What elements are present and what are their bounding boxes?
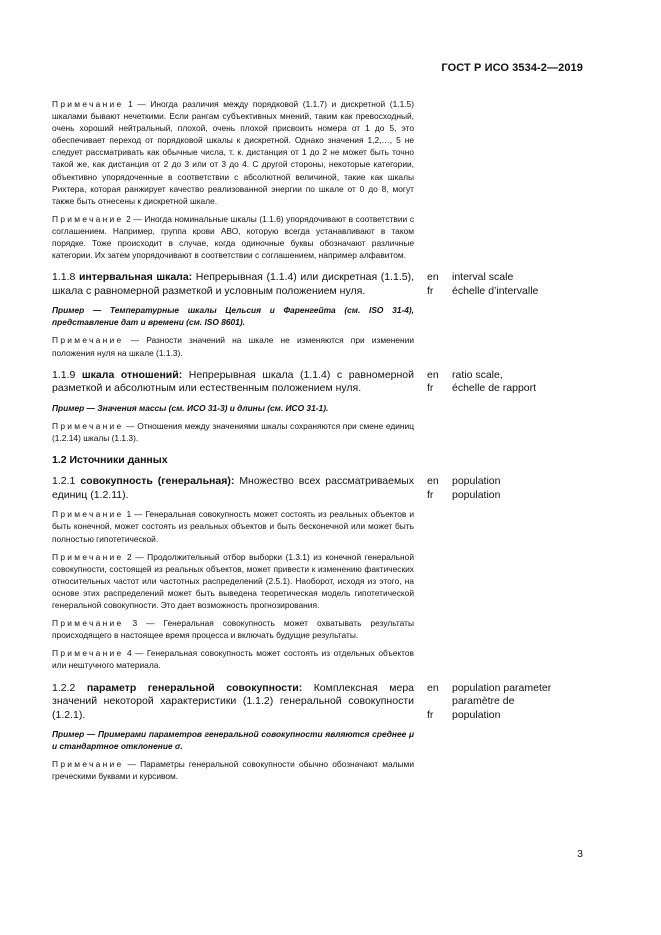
translation-en: population <box>452 475 501 488</box>
note-text: 2 — Продолжительный отбор выборки (1.3.1) из конечной генеральной совокупности, состоящей из реальных объектов, может привести к изменению фактических относительных частот или частотных распределений (2.5.1). Наоборот, исходя из этого, на основе этих распределений может быть выведена теоретическая модель гипотетической генеральной совокупности. Это дает возможность прогнозирования. <box>52 551 415 611</box>
lang-codes <box>427 682 447 789</box>
lang-en: en <box>427 681 439 694</box>
lang-codes <box>427 369 447 450</box>
term-text: Непрерывная шкала (1.1.4) с равномерной разметкой и абсолютным или естественным положением нуля. <box>52 368 415 395</box>
note-2 <box>52 213 414 261</box>
term-example: Пример — Температурные шкалы Цельсия и Фаренгейта (см. ISO 31-4), представление дат и времени (см. ISO 8601). <box>52 305 414 328</box>
term-note-2 <box>52 551 414 611</box>
translations <box>452 271 612 364</box>
term-number: 1.1.8 <box>52 271 76 284</box>
term-name: совокупность (генеральная): <box>80 475 235 488</box>
term-text: Множество всех рассматриваемых единиц (1.2.11). <box>52 475 414 501</box>
note-label: Примечание <box>52 551 124 562</box>
term-definition <box>52 271 414 298</box>
note-label: Примечание <box>52 648 124 659</box>
lang-fr: fr <box>427 488 434 501</box>
term-definition <box>52 369 414 396</box>
translations <box>452 682 612 789</box>
note-label: Примечание <box>52 99 124 109</box>
term-note <box>52 420 414 444</box>
term-entry-1-1-8 <box>52 271 612 364</box>
term-name: параметр генеральной совокупности: <box>86 681 303 694</box>
translation-fr-line-1: paramètre de <box>452 695 515 707</box>
translation-fr: population <box>452 488 501 501</box>
content-body <box>52 98 612 788</box>
note-text: 2 — Иногда номинальные шкалы (1.1.6) упорядочивают в соответствии с соглашением. Например, группа крови АВО, которую всегда устанавливают в таком порядке. Тоже происходит в случае, когда одиночные буквы обозначают различные категории. Их затем упорядочивают в соответствии с соглашением, например алфавитом. <box>52 213 415 261</box>
translation-fr: échelle d’intervalle <box>452 284 539 297</box>
lang-fr: fr <box>427 708 434 721</box>
translations <box>452 475 612 677</box>
lang-codes <box>427 271 447 364</box>
term-note <box>52 758 414 782</box>
lang-fr: fr <box>427 284 434 297</box>
translation-fr-line-2: population <box>452 708 501 721</box>
translation-fr: échelle de rapport <box>452 382 537 395</box>
term-note-3 <box>52 617 414 641</box>
lang-fr: fr <box>427 382 434 395</box>
note-text: 1 — Иногда различия между порядковой (1.1.7) и дискретной (1.1.5) шкалами бывают нечеткими. Если рангам субъективных мнений, таким как превосходный, очень хороший нейтральный, плохой, очень плохой присвоить номера от 1 до 5, это обеспечивает переход от порядковой шкалы к дискретной. Однако значения 1,2,…, 5 не следует рассматривать как обычные числа, т. к. дистанция от 1 до 2 не может быть точно такой же, как дистанция от 2 до 3 или от 3 до 4. С другой стороны, некоторые категории, объективно упорядоченные в соответствии с абсолютной величиной, такие как шкалы Рихтера, которая ранжирует качество реализованной энергии по шкале от 0 до 8, могут также быть отнесены к дискретной шкале. <box>52 99 414 206</box>
note-label: Примечание <box>52 335 124 346</box>
lang-en: en <box>427 368 439 381</box>
term-example: Пример — Примерами параметров генеральной совокупности являются среднее μ и стандартное отклонение σ. <box>52 729 414 752</box>
note-label: Примечание <box>52 509 124 520</box>
note-label: Примечание <box>52 618 124 629</box>
note-text: 4 — Генеральная совокупность может состоять из отдельных объектов или нештучного материала. <box>52 648 415 671</box>
note-label: Примечание <box>52 420 124 431</box>
translations <box>452 369 612 450</box>
term-definition <box>52 682 414 723</box>
standard-header: ГОСТ Р ИСО 3534-2—2019 <box>441 62 583 74</box>
note-text: 1 — Генеральная совокупность может состоять из реальных объектов и быть конечной, может состоять из реальных объектов и быть бесконечной или может быть полностью гипотетической. <box>52 509 415 544</box>
term-number: 1.2.2 <box>52 681 76 694</box>
translation-en: ratio scale, <box>452 368 503 381</box>
term-definition <box>52 475 414 502</box>
term-entry-1-2-2 <box>52 682 612 789</box>
term-text: Непрерывная (1.1.4) или дискретная (1.1.5), шкала с равномерной разметкой и условным положением нуля. <box>52 271 414 297</box>
term-name: интервальная шкала: <box>78 271 193 284</box>
note-text: — Отношения между значениями шкалы сохраняются при смене единиц (1.2.14) шкалы (1.1.3). <box>52 420 415 443</box>
note-1 <box>52 98 414 207</box>
lang-en: en <box>427 271 439 284</box>
term-example: Пример — Значения массы (см. ИСО 31-3) и длины (см. ИСО 31-1). <box>52 402 329 413</box>
section-heading: 1.2 Источники данных <box>52 453 168 466</box>
note-text: — Параметры генеральной совокупности обычно обозначают малыми греческими буквами и курсивом. <box>52 759 414 782</box>
term-entry-1-1-9 <box>52 369 612 450</box>
term-text: Комплексная мера значений некоторой характеристики (1.1.2) генеральной совокупности (1.2.1). <box>52 681 415 721</box>
term-note-1 <box>52 508 414 544</box>
term-note-4 <box>52 647 414 671</box>
note-text: 3 — Генеральная совокупность может охватывать результаты происходящего в настоящее время процесса и включать будущие результаты. <box>52 618 415 641</box>
lang-codes <box>427 475 447 677</box>
translation-en: population parameter <box>452 681 552 694</box>
note-label: Примечание <box>52 759 124 770</box>
term-entry-1-2-1 <box>52 475 612 677</box>
page-number: 3 <box>577 848 583 860</box>
term-name: шкала отношений: <box>81 368 183 381</box>
term-number: 1.2.1 <box>52 475 76 488</box>
term-number: 1.1.9 <box>52 368 76 381</box>
term-note <box>52 334 414 358</box>
lang-en: en <box>427 475 439 488</box>
note-text: — Разности значений на шкале не изменяются при изменении положения нуля на шкале (1.1.3). <box>52 335 415 358</box>
note-label: Примечание <box>52 213 124 224</box>
notes-top-row <box>52 98 612 267</box>
translation-en: interval scale <box>452 271 514 284</box>
